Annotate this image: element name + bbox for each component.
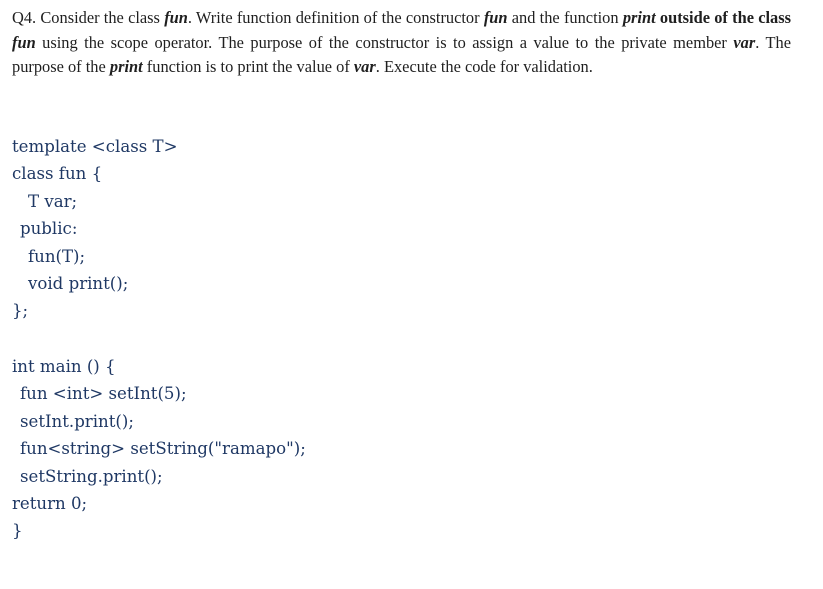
- code-line: void print();: [28, 274, 129, 293]
- constructor-name-emphasis: fun: [483, 8, 508, 27]
- code-line: T var;: [28, 191, 78, 211]
- question-segment: . Execute the code for validation.: [375, 57, 593, 77]
- print-function-emphasis: print: [109, 57, 143, 77]
- member-var-emphasis: var: [733, 32, 756, 52]
- code-line: fun<string> setString("ramapo");: [20, 439, 306, 459]
- question-segment: and the function: [507, 8, 623, 27]
- question-segment: using the scope operator. The purpose of the constructor is to assign a value to the private member: [35, 32, 734, 52]
- code-line: return 0;: [12, 494, 88, 513]
- member-var-emphasis: var: [353, 57, 376, 77]
- question-text: [12, 6, 791, 80]
- code-line: setString.print();: [20, 466, 163, 486]
- print-function-emphasis: print: [622, 8, 656, 27]
- outside-class-emphasis: outside of the class: [659, 8, 792, 27]
- code-line: }: [12, 521, 23, 541]
- class-name-emphasis: fun: [12, 32, 36, 52]
- class-name-emphasis: fun: [164, 8, 188, 27]
- question-segment: . The purpose of the: [12, 32, 791, 77]
- code-line: int main () {: [12, 357, 116, 376]
- question-segment: Q4. Consider the class: [12, 8, 165, 27]
- code-line: public:: [20, 219, 78, 239]
- code-line: fun <int> setInt(5);: [20, 384, 187, 404]
- question-segment: function is to print the value of: [142, 57, 354, 77]
- code-line: class fun {: [12, 164, 103, 184]
- question-segment: . Write function definition of the constructor: [187, 8, 484, 27]
- code-line: fun(T);: [28, 246, 86, 266]
- code-line: template <class T>: [12, 137, 178, 156]
- code-line: setInt.print();: [20, 411, 134, 431]
- code-line: };: [12, 301, 29, 321]
